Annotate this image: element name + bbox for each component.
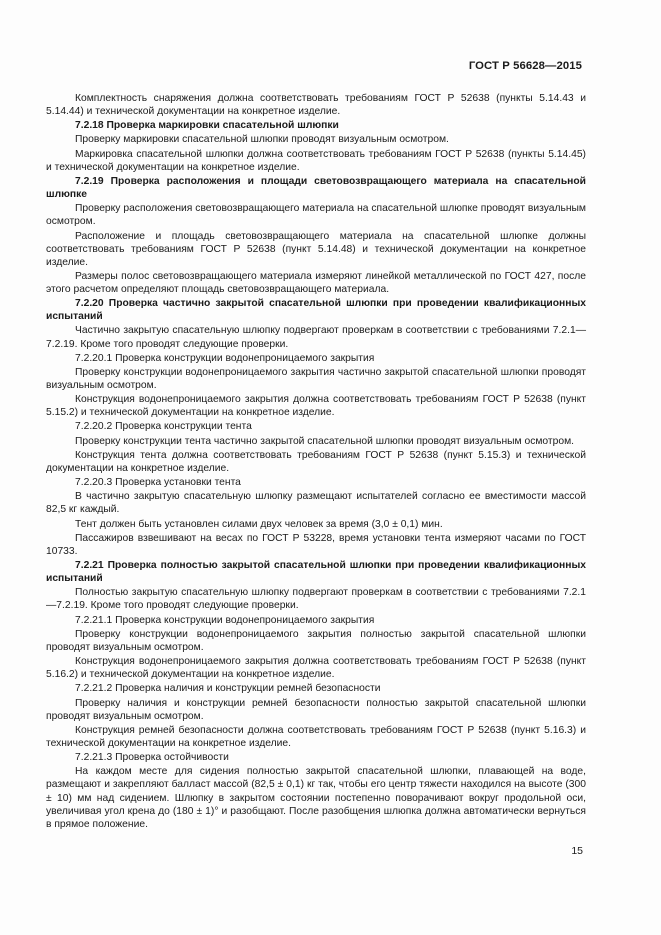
body-paragraph: В частично закрытую спасательную шлюпку размещают испытателей согласно ее вместимости массой 82,5 кг каждый. [46, 491, 586, 516]
body-paragraph: Полностью закрытую спасательную шлюпку подвергают проверкам в соответствии с требованиями 7.2.1—7.2.19. Кроме того проводят следующие проверки. [46, 587, 586, 612]
body-paragraph: Проверку маркировки спасательной шлюпки проводят визуальным осмотром. [75, 134, 449, 146]
body-paragraph: 7.2.21.1 Проверка конструкции водонепроницаемого закрытия [75, 614, 375, 626]
body-paragraph: 7.2.20.1 Проверка конструкции водонепроницаемого закрытия [75, 352, 375, 364]
section-heading: 7.2.19 Проверка расположения и площади световозвращающего материала на спасательной шлюпке [46, 175, 586, 201]
standard-header: ГОСТ Р 56628—2015 [468, 60, 582, 72]
body-paragraph: Пассажиров взвешивают на весах по ГОСТ Р 53228, время установки тента измеряют часами по ГОСТ 10733. [46, 532, 586, 557]
body-paragraph: Конструкция ремней безопасности должна соответствовать требованиям ГОСТ Р 52638 (пункт 5.16.3) и технической документации на конкретное изделие. [46, 724, 586, 749]
body-paragraph: 7.2.21.2 Проверка наличия и конструкции ремней безопасности [75, 683, 381, 695]
body-paragraph: Проверку наличия и конструкции ремней безопасности полностью закрытой спасательной шлюпки проводят визуальным осмотром. [46, 697, 586, 722]
body-paragraph: На каждом месте для сидения полностью закрытой спасательной шлюпки, плавающей на воде, размещают и закрепляют балласт массой (82,5 ± 0,1) кг так, чтобы его центр тяжести находился на высоте (300 ± 10) мм над сидением. Шлюпку в закрытом состоянии постепенно поворачивают вокруг продольной оси, увеличивая угол крена до (180 ± 1)° и разобщают. После разобщения шлюпка должна автоматически вернуться в прямое положение. [46, 766, 586, 830]
body-paragraph: Конструкция тента должна соответствовать требованиям ГОСТ Р 52638 (пункт 5.15.3) и технической документации на конкретное изделие. [46, 449, 586, 474]
body-paragraph: 7.2.21.3 Проверка остойчивости [75, 752, 229, 764]
document-body [46, 92, 586, 832]
body-paragraph: Проверку конструкции водонепроницаемого закрытия частично закрытой спасательной шлюпки проводят визуальным осмотром. [46, 366, 586, 391]
body-paragraph: Частично закрытую спасательную шлюпку подвергают проверкам в соответствии с требованиями 7.2.1—7.2.19. Кроме того проводят следующие проверки. [46, 325, 586, 350]
body-paragraph: Проверку конструкции тента частично закрытой спасательной шлюпки проводят визуальным осмотром. [75, 435, 575, 447]
body-paragraph: Комплектность снаряжения должна соответствовать требованиям ГОСТ Р 52638 (пункты 5.14.43 и 5.14.44) и технической документации на конкретное изделие. [46, 93, 586, 118]
body-paragraph: Проверку расположения световозвращающего материала на спасательной шлюпке проводят визуальным осмотром. [46, 203, 586, 228]
page-number: 15 [571, 845, 583, 857]
body-paragraph: Размеры полос световозвращающего материала измеряют линейкой металлической по ГОСТ 427, после этого расчетом определяют площадь световозвращающего материала. [46, 270, 586, 295]
body-paragraph: Конструкция водонепроницаемого закрытия должна соответствовать требованиям ГОСТ Р 52638 (пункт 5.15.2) и технической документации на конкретное изделие. [46, 394, 586, 419]
body-paragraph: Проверку конструкции водонепроницаемого закрытия полностью закрытой спасательной шлюпки проводят визуальным осмотром. [46, 628, 586, 653]
body-paragraph: 7.2.20.2 Проверка конструкции тента [75, 421, 252, 433]
body-paragraph: Тент должен быть установлен силами двух человек за время (3,0 ± 0,1) мин. [75, 518, 443, 530]
section-heading: 7.2.20 Проверка частично закрытой спасательной шлюпки при проведении квалификационных испытаний [46, 298, 586, 323]
section-heading: 7.2.21 Проверка полностью закрытой спасательной шлюпки при проведении квалификационных испытаний [46, 560, 586, 585]
section-heading: 7.2.18 Проверка маркировки спасательной шлюпки [75, 120, 339, 132]
body-paragraph: 7.2.20.3 Проверка установки тента [75, 477, 241, 489]
body-paragraph: Маркировка спасательной шлюпки должна соответствовать требованиям ГОСТ Р 52638 (пункты 5.14.45) и технической документации на конкретное изделие. [46, 148, 586, 173]
body-paragraph: Конструкция водонепроницаемого закрытия должна соответствовать требованиям ГОСТ Р 52638 (пункт 5.16.2) и технической документации на конкретное изделие. [46, 656, 586, 681]
body-paragraph: Расположение и площадь световозвращающего материала на спасательной шлюпке должны соответствовать требованиям ГОСТ Р 52638 (пункт 5.14.48) и технической документации на конкретное изделие. [46, 230, 586, 268]
